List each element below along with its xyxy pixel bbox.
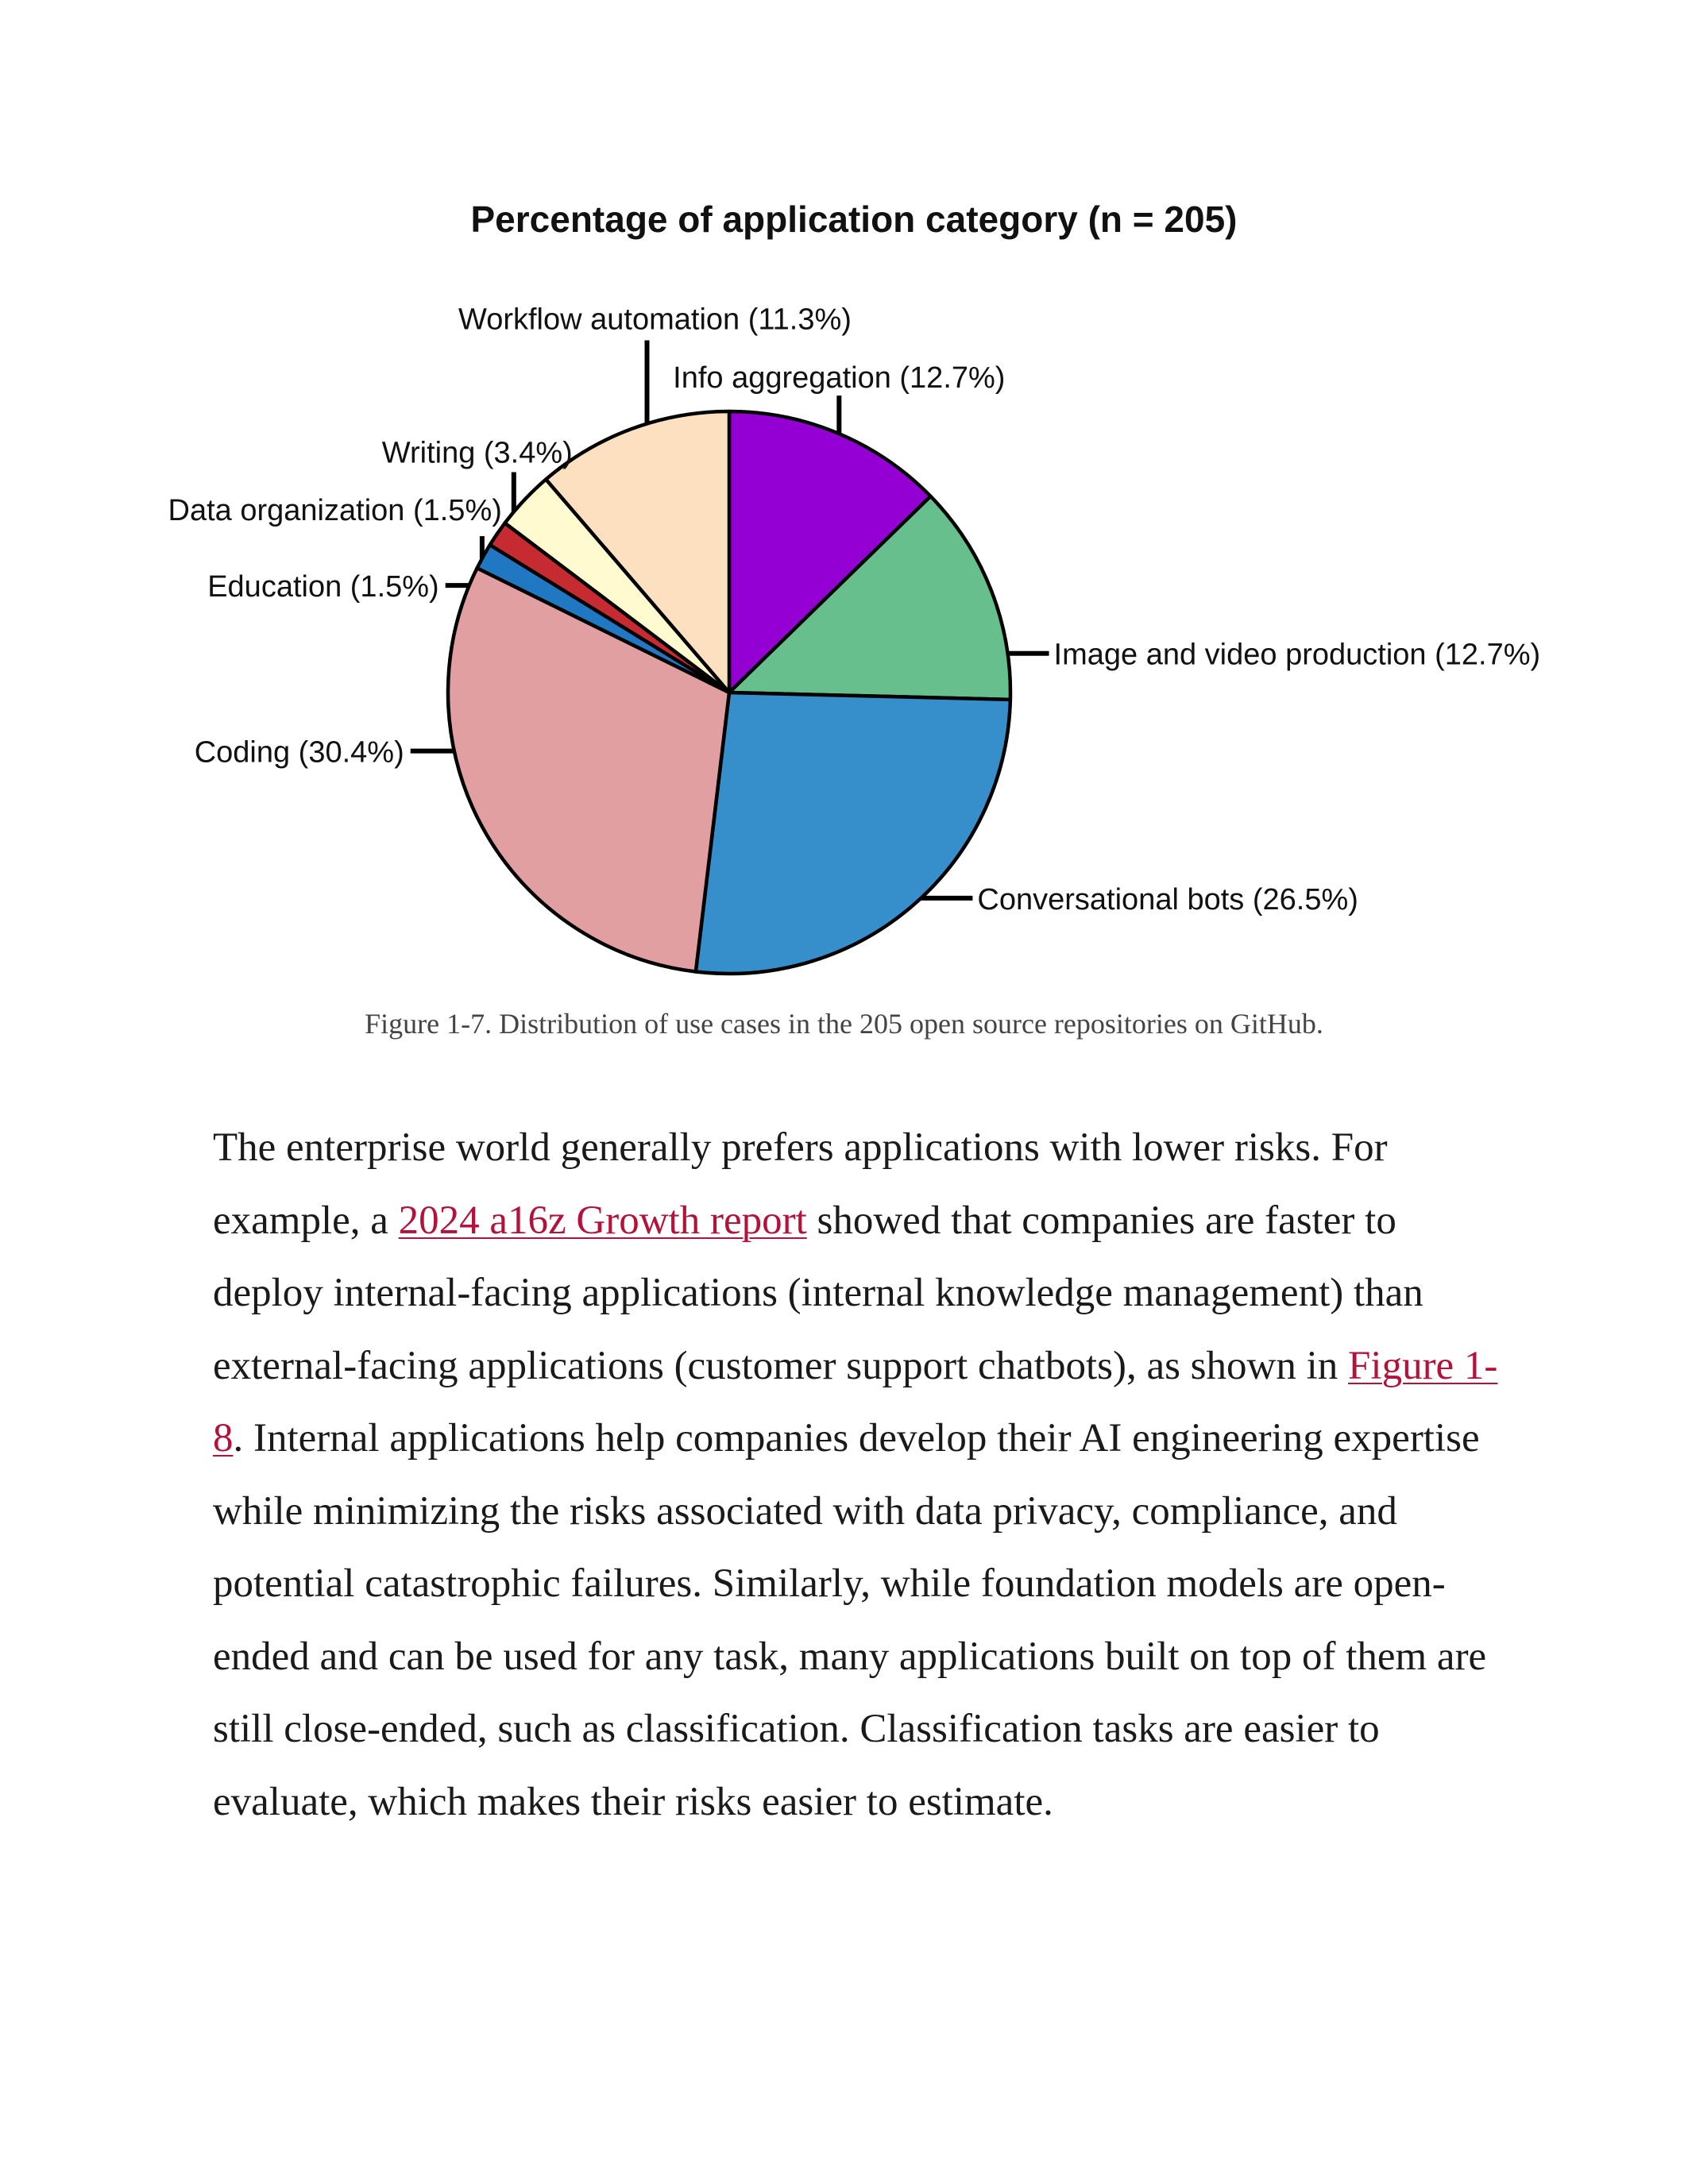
paragraph-text-2: showed that companies are faster to deploy internal-facing applications (internal knowledge management) than external-facing applications (customer support chatbots), as shown in bbox=[213, 1198, 1423, 1388]
label-data-organization: Data organization (1.5%) bbox=[168, 494, 502, 528]
pie-chart bbox=[0, 0, 1688, 993]
label-info-aggregation: Info aggregation (12.7%) bbox=[673, 361, 1006, 396]
figure-caption: Figure 1-7. Distribution of use cases in the 205 open source repositories on GitHub. bbox=[365, 1008, 1323, 1040]
paragraph-text-1: The enterprise world generally prefers applications with lower risks. For example, a bbox=[213, 1125, 1388, 1243]
paragraph-text-3: . Internal applications help companies develop their AI engineering expertise while minimizing the risks associated with data privacy, compliance, and potential catastrophic failures. Similarly, while foundation models are open-ended and can be used for any task, many applications built on top of them are still close-ended, such as classification. Classification tasks are easier to evaluate, which makes their risks easier to estimate. bbox=[213, 1416, 1487, 1824]
chart-title: Percentage of application category (n = 205) bbox=[470, 199, 1238, 240]
label-conversational-bots: Conversational bots (26.5%) bbox=[977, 882, 1358, 916]
label-workflow-automation: Workflow automation (11.3%) bbox=[458, 303, 852, 337]
figure-1-8-link[interactable]: Figure 1-8 bbox=[213, 1343, 1498, 1461]
slice-conversational-bots bbox=[696, 693, 1010, 974]
a16z-report-link[interactable]: 2024 a16z Growth report bbox=[398, 1198, 807, 1243]
pie-slices bbox=[448, 411, 1010, 974]
body-paragraph bbox=[213, 1112, 1500, 1839]
label-image-and-video-production: Image and video production (12.7%) bbox=[1053, 638, 1541, 672]
label-education: Education (1.5%) bbox=[207, 570, 439, 604]
label-writing: Writing (3.4%) bbox=[381, 436, 573, 470]
label-coding: Coding (30.4%) bbox=[194, 735, 404, 770]
